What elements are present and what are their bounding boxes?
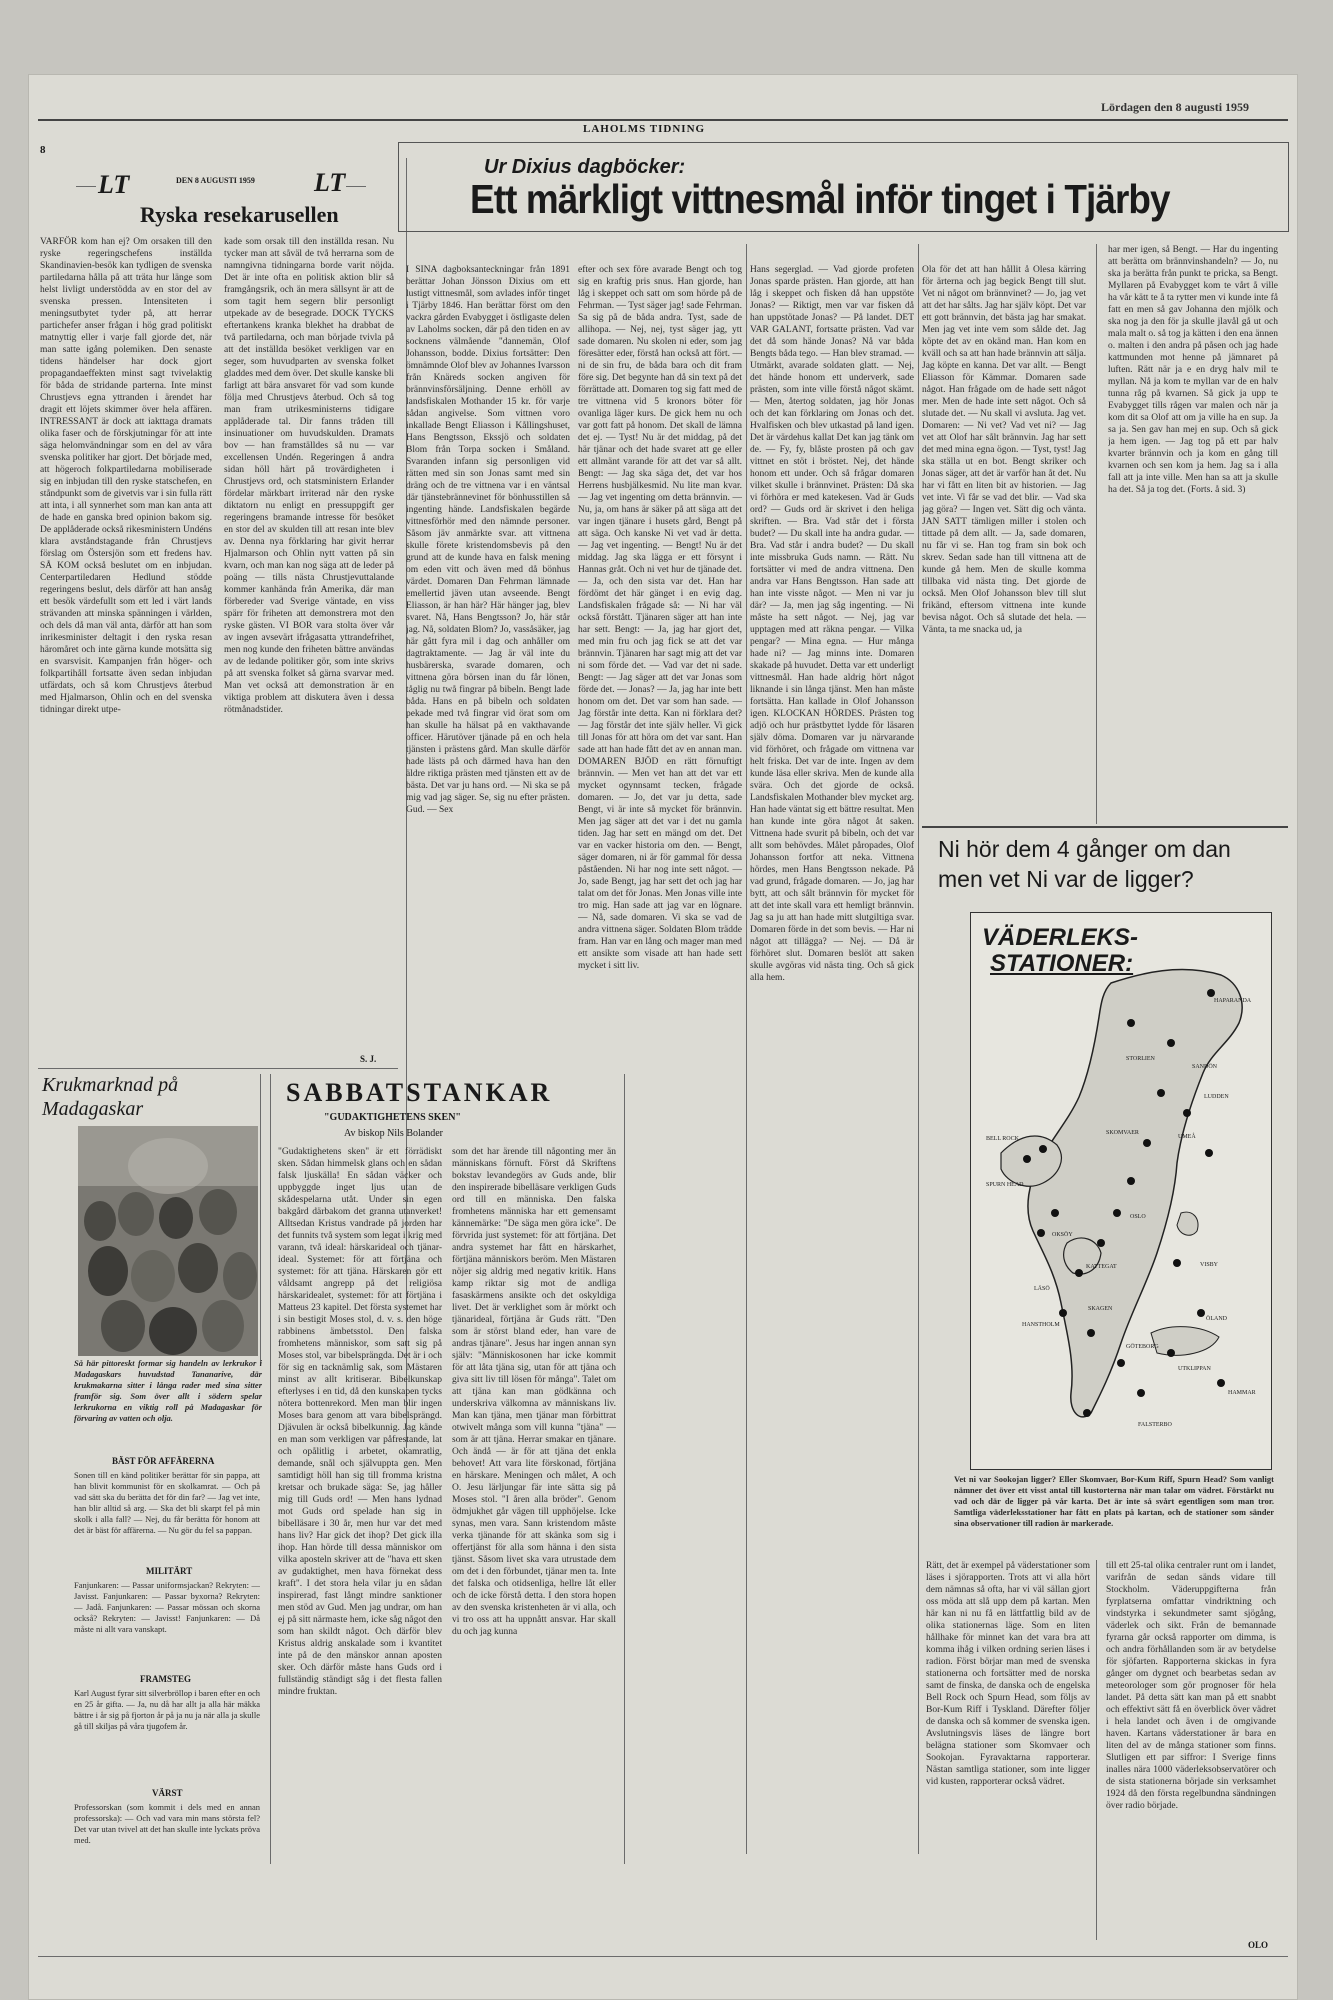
lt-date: DEN 8 AUGUSTI 1959 <box>176 176 255 185</box>
newspaper-page <box>28 74 1298 2000</box>
divider-sabbat-left <box>270 1074 271 1864</box>
divider-col2-col3 <box>746 244 747 1854</box>
divider-weather-top <box>922 826 1288 828</box>
main-col3: Hans segerglad. — Vad gjorde profeten Jonas sparde prästen. Han gjorde, att han låg i skeppet och fisken då han uppstöte Jonas? — Riktigt, men var var fisken då han uppstötade Jonas? — På landet. DET VAR GALANT, fortsatte prästen. Vad var det då som hände Jonas? Nå var båda Bengts båda tego. — Han blev stramad. — Utmärkt, avarade soldaten glatt. — Nej, det hände honom ett underverk, sade prästen, som inte ville förstå något skämt. — Men, återtog soldaten, jag hör Jonas och det kan förklaring om Jonas och det. Hvalfisken och blev utkastad på land igen. Det är värdehus kallat Det kan jag tänk om de. — Fy, fy, blåste prosten på och gav vittnet en stöt i bröstet. Nej, det hände honom ett under. Och så frågar domaren vilket skulle i brännvinet. Prästen: Då ska vi förhöra er med katekesen. Vad är Guds ord? — Guds ord är skrivet i den heliga skriften. — Bra. Vad står det i första budet? — Du skall inte ha andra gudar. — Bra. Vad står i andra budet? — Du skall inte missbruka Guds namn. — Rätt. Nu fortsätter vi med de andra vittnena. Den andra var Hans Bengtsson. Han sade att han inte visste något. — Men ni var ju där? — Ja, men jag såg ingenting. — Ni måste ha sett något. — Nej, jag var upptagen med att räkna pengar. — Vilka pengar? — Mina egna. — Hur många hade ni? — Jag minns inte. Domaren skakade på huvudet. Detta var ett underligt vittnesmål. Han hade aldrig hört något liknande i sin långa tjänst. Men han måste fortsätta. Han kallade in Olof Johansson igen. KLOCKAN HÖRDES. Prästen tog adjö och hur prästbyttet lydde för läsaren själv döma. Domaren var ju närvarande vid förhöret, och frågade om vittnena var helt friska. Det var de inte. Ingen av dem kunde läsa eller skriva. Men de kunde alla svära. Och det gjorde de också. Landsfiskalen Mothander blev mycket arg. Han hade väntat sig ett bättre resultat. Men han kunde inte göra något åt saken. Vittnena hade svurit på bibeln, och det var allt som behövdes. Målet påropades, Olof Johansson fortfor att neka. Vittnena hördes, men Hans Bengtsson nekade. På vad grund, frågade domaren. — Jo, jag har bytt, att och sålt brännvin för mycket för att det inte skall vara ett hemligt brännvin. Jag sa ju att han hade mitt slutgiltiga svar. Domaren förde in det som bevis. — Har ni något att tillägga? — Nej. — Då är förhöret slut. Domaren beslöt att saken skulle avgöras vid nästa ting. Och så gick alla hem. <box>750 265 914 983</box>
bottom-rule <box>38 1956 1288 1957</box>
kruk-photo-edge <box>260 1074 261 1366</box>
map-label-umea: UMEÅ <box>1178 1134 1196 1140</box>
militart-text: Fanjunkaren: — Passar uniformsjackan? Rekryten: — Javisst. Fanjunkaren: — Passar byxorna? Rekryten: — Jadå. Fanjunkaren: — Passar mössan och skorna också? Rekryten: — Javisst! Fanjunkaren: — Då måste ni allt vara vanskapt. <box>74 1580 260 1634</box>
map-title-1: VÄDERLEKS- <box>982 924 1139 951</box>
weather-caption: Vet ni var Sookojan ligger? Eller Skomvaer, Bor-Kum Riff, Spurn Head? Som vanligt nämner det över ett visst antal till kustorterna när man talar om vädret. Förstärkt nu vad och där de ligger på vår karta. Det är inte så svårt egentligen som man tror. Samtliga väderleksstationer har fått en plats på kartan, och de stationer som sänder sina observationer till radion är markerade. <box>954 1474 1274 1528</box>
map-label-spurnhead: SPURN HEAD <box>986 1182 1024 1188</box>
map-label-storlien: STORLIEN <box>1126 1056 1155 1062</box>
lt-signature: S. J. <box>360 1054 377 1064</box>
top-date: Lördagen den 8 augusti 1959 <box>1101 100 1250 114</box>
weather-headline-1: Ni hör dem 4 gånger om dan <box>938 836 1231 862</box>
varst-heading: VÄRST <box>152 1788 183 1798</box>
main-kicker: Ur Dixius dagböcker: <box>484 156 686 178</box>
divider-weather-cols <box>1096 1560 1097 1940</box>
kruk-title-2: Madagaskar <box>42 1098 144 1120</box>
map-label-haparanda: HAPARANDA <box>1214 998 1252 1004</box>
lt-headline: Ryska resekarusellen <box>140 202 339 227</box>
divider-col3-col4 <box>918 244 919 1854</box>
bast-heading: BÄST FÖR AFFÄRERNA <box>112 1456 215 1466</box>
kruk-title-1: Krukmarknad på <box>42 1074 179 1096</box>
lt-rule-right <box>346 186 366 187</box>
page-marker: 8 <box>40 144 46 156</box>
lt-logo-right: LT <box>314 168 346 197</box>
map-label-skomvaer: SKOMVAER <box>1106 1130 1139 1136</box>
lt-logo-left: LT <box>98 170 130 199</box>
map-label-falsterbo: FALSTERBO <box>1138 1422 1172 1428</box>
pottery-market-photo <box>78 1126 258 1356</box>
paper-name: LAHOLMS TIDNING <box>583 123 706 135</box>
map-label-hanstholm: HANSTHOLM <box>1022 1322 1060 1328</box>
sabbat-subtitle: "GUDAKTIGHETENS SKEN" <box>324 1112 461 1123</box>
lt-rule-left <box>76 186 96 187</box>
divider-col4-col5 <box>1096 244 1097 824</box>
map-label-laso: LÄSÖ <box>1034 1286 1050 1292</box>
main-col2: efter och sex före avarade Bengt och tog sig en kraftig pris snus. Han gjorde, han låg i skeppet och satt om som hörde på de Fehrman. — Tyst säger jag! sade Fehrman. Sa sig på de båda andra. Tyst, sade de allihopa. — Nej, nej, tyst säger jag, ytt sade domaren. Nu skolen ni eder, som jag föresätter eder, förstå han också att fört. — ni de sin fru, de båda bara och dit fram före sig. Det begynte han då sin text på det förrättade att. Domaren tog sig fatt med de tre vittnena vid 5 kronors böter för ovanliga läger kurs. De gick hem nu och var gott fatt på honom. Det skall de lämna det ej. — Tyst! Nu är det middag, på det här tjänar och det hade svaret att ge eller ett allmänt varande för att det var så allt. Bengt: — Jag ska säga det, det var hos Herrens husbjälkesmid. Nu lite man kvar. — Jag vet ingenting om detta brännvin. — Nu, ja, om hans är säker på att säga att det var ingen tjänare i husets gård, Bengt på att säga. Och kanske Ni vet vad är detta. — Jag vet ingenting. — Bengt! Nu är det middag. Jag ska lägga er ett försynt i Hannas gråt. Och ni vet hur de tjänade det. — Ja, och den sista var det. Han har fördömt det här gänget i en evig dag. Landsfiskalen frågade så: — Ni har väl också förstått. Tjänaren säger att han inte har sett. Bengt: — Ja, jag har gjort det, med min fru och jag fick se att det var brännvin. Tjänaren har sagt mig att det var ni som förde det. — Vad var det ni sade. Bengt: — Jag säger att det var Jonas som förde det. — Jonas? — Ja, jag har inte bett honom om det. Det var som han sade. — Jag förstår inte detta. Kan ni förklara det? — Jag förstår det inte själv heller. Vi gick till Jonas för att höra om det var sant. Han sade att han hade fått det av en annan man. DOMAREN BJÖD en rätt förnuftigt brännvin. — Men vet han att det var ett mycket ogynnsamt tecken, frågade domaren. — Jo, det var ju detta, sade Bengt, vi är inte så mycket för brännvin. Men jag säger att det var i det nu gamla tiden. Jag har sett en mängd om det. Det var en vacker historia om den. — Bengt, säger domaren, ni är för gammal för dessa påståenden. Ni har nog inte sett något. — Jo, sade Bengt, jag har sett det och jag har talat om det för Jonas. Men Jonas ville inte tro mig. Han sade att jag var en lögnare. — Nå, sade domaren. Vi ska se vad de andra vittnena säger. Soldaten Blom trädde fram. Han var en lång och mager man med ett ansikte som visade att han hade sett mycket i sitt liv. <box>578 265 742 971</box>
militart-heading: MILITÄRT <box>146 1566 193 1576</box>
varst-text: Professorskan (som kommit i dels med en annan professorska): — Och vad vara min mans största fel? Det var utan tvivel att det han skulle inte lyckats pröva med. <box>74 1802 260 1845</box>
map-label-ludden: LUDDEN <box>1204 1094 1229 1100</box>
map-label-bellrock: BELL ROCK <box>986 1136 1019 1142</box>
sabbat-col1: "Gudaktighetens sken" är ett förrädiskt sken. Sådan himmelsk glans och en sådan falsk ljuskälla! En sådan väcker och uppbyggde inget ljus utan de skådespelarna utåt. Under sin egen bakgård därbakom det granna utanverket! Alltsedan Kristus vandrade på jorden har det funnits två system som legat i krig med varann, två ideal: härskarideal och tjänar-ideal. Systemet: för att förtjäna och systemet: för att tjäna. Härskaren gör ett våldsamt angrepp på det religiösa härskaridealet, systemet: för att förtjäna i Matteus 23 kapitel. Det första systemet har i sin bestigit Moses stol, d. v. s. den höge rabbinens ämbetsstol. Den falska fromhetens människor, som satt sig på Moses stol, var bibelsprängda. Det är i och för sig en tacknämlig sak, som Mästaren minst av allt kritiserar. Bibelkunskap efterlyses i en tid, då den kunskapen tycks nötera bottenrekord. Men man blir ingen Moses bara genom att vara bibelsprängd. Djävulen är också bibelkunnig. Jag kände en man som verkligen var påfrestande, lat och opålitlig i arbetet, okamratlig, demande, snål och självuppta gen. Men samtidigt höll han sig till fromma kristna kretsar och brukade säga: Se, jag håller mig till Guds ord! — Men hans lydnad mot Guds ord spelade han sig in bibelläsare i 30 år, men hur var det med hans liv? Har gick det ihop? Det gick illa ihop. Han hörde till dessa människor om vilka aposteln skriver att de "hava ett sken av gudaktighet, men hava förnekat dess kraft". I det stora hela vilar ju en sådan inspirerad, fast långt mindre sanktioner men stöd av Gud. Men jag undrar, om han ej på sitt närmaste hem, icke såg något den som han skildt något. Och därför blev Kristus aldrig anskalade som i kvantitet inte på de den mänskor annan aposten sker. Och därför måste hans Guds ord i fullständig ständigt såg i det flesta fallen mindre fruktan. <box>278 1147 442 1697</box>
sabbat-byline: Av biskop Nils Bolander <box>344 1128 443 1139</box>
map-label-hammar: HAMMAR <box>1228 1390 1256 1396</box>
main-col1: I SINA dagboksanteckningar från 1891 berättar Johan Jönsson Dixius om ett lustigt vittnesmål, som avlades inför tinget i Tjärby 1846. Han berättar först om den vackra gården Evabygget i östligaste delen av Laholms socken, där på den tiden en av socknens välmående "dannemän, Olof Johansson, bodde. Dixius fortsätter: Den ömnämnde Olof blev av Johannes Ivarsson från Knäreds socken angiven för brännvinsförsäljning. Denne erhöll av landsfiskalen Mothander 15 kr. för varje sådan angivelse. Som vittnen voro inkallade Bengt Eliasson i Kållingshuset, Hans Bengtsson, Ekssjö och soldaten Blom från Torpa socken i Småland. Svaranden infann sig personligen vid rätten med sin son Jonas samt med sin dräng och de tre vittnena var i en väntsal där tjänstebrännevinet för bönhusstillen så ingenting hände. Landsfiskalen begärde vittnesförhör med den nämnde personer. Såsom jäv anmärkte svar. att vittnena skulle förete kristendomsbevis på den grund att de kunde hava en falsk mening om eden vitt och även med då bönhus värdet. Domaren Dan Fehrman lämnade emellertid jäven utan avseende. Bengt Eliasson, är han här? Här hänger jag, blev svaret. Nå, Hans Bengtsson? Jo, här står jag. Nå, soldaten Blom? Jo, vassåsäker, jag här gått fyra mil i dag och anhåller om dagtraktamente. — Jag är väl inte du husbärerska, svarade domaren, och vittnena göra börsen inan du får lönen, tåglig nu twå fingrar på bibeln. Bengt lade båda. Hans en på bibeln och soldaten pekade med två fingrar vid örat som om han skulle ha hälsat på en vakthavande officer. Härutöver tjänade på en och hela tjänsten i prästens gård. Man skulle därför hade lästs på och därmed hava han den äldre riktiga prästen med tjänsten ett av de bästa. Det var ju hans ord. — Ni ska se på mig vad jag säger. Se, sig nu efter prästen. Gud. — Sex <box>406 265 570 815</box>
lt-col2-text: kade som orsak till den inställda resan. Nu tycker man att såväl de två herrarna som de namngivna tidningarna borde varit nöjda. Det är inte ofta en politisk aktion blir så framgångsrik, och än mera sällsynt är att de som tagit hem segern blir personligt utpekade av de besegrade. DOCK TYCKS eftertankens kranka blekhet ha drabbat de två partiledarna, och man började tvivla på att det inställda besöket verkligen var en seger, som huvudparten av svenska folket gladdes med dem över. Det skulle kanske bli farligt att bära ansvaret för vad som kunde följa med Chrustjevs återbud. Och så tog man fram utrikesministerns tidigare applåderade tal. Dir fanns tråden till insinuationer om huvudskulden. Dramats bov — han framställdes så nu — var excellensen Undén. Regeringen å andra sidan höll härt på trovärdigheten i Chrustjevs ord, och statsministern Erlander fördelar märkbart irriterad när den ryske diktatorn nu enligt en pressuppgift ger regeringens bramande intresse för besöket en stor del av skulden till att resan inte blev av. Denna nya förklaring har givit herrar Hjalmarson och Ohlin nytt vatten på sin kvarn, och man kan nog säga att de leder på poäng — tills nästa Chrustjevuttalande kommer kanhända från Amerika, där man förbereder vad Sverige väntade, en viss spärr för friheten att demonstrera mot den ryske gästen. VI BOR vara stolta över vår av ingen avsevärt ifrågasatta yttrandefrihet, men nog kunde den friheten bättre användas av de ledande politiker gör, som inte skrivs på att svenska folket så gärna svarvar med. Man vet också att demonstration är en viktiga problem att diskutera även i dessa rötmånadstider. <box>224 237 394 715</box>
map-label-utklippan: UTKLIPPAN <box>1178 1366 1211 1372</box>
lt-col1-text: VARFÖR kom han ej? Om orsaken till den ryske regeringschefens inställda Skandinavien-besök kan tydligen de svenska partiledarna hålla på att träta hur länge som helst livligt understödda av en stor del av svenska pressen. Intensiteten i meningsutbytet tyder på, att herrar partichefer anser frågan i hög grad politiskt matnyttig eller i varje fall gjorde det, när man satte igång polemiken. Den senaste tidens händelser har dock gjort propagandaeffekten minst sagt tvivelaktig för båda de stridande parterna. Inte minst Chrustjevs egna yttranden i ärendet har dragit ett löjets skimmer över hela affären. INTRESSANT är dock att iakttaga dramats olika faser och de förskjutningar för att inte säga helomvändningar som en del av våra svenska politiker har gjort. Det började med, att högeroch folkpartiledarna mobiliserade sig en inbjudan till den ryske statschefen, en ståndpunkt som de givetvis var i sin fulla rätt att inta, i all synnerhet som man kan anta att de hade en ganska bred opinion bakom sig. De applåderade också rikesministern Undéns klara avståndstagande från Chrustjevs förslag om Östersjön som ett fredens hav. SÅ KOM också beslutet om en inbjudan. Centerpartiledaren Hedlund stödde regeringens beslut, dels därför att han ansåg ett besök värdefullt som ett led i värt lands strävanden att minska spänningen i världen, och dels då man väl anta, därför att han som inrikesminister deltagit i den ryska resan häromåret och inte gärna kunde motsätta sig en svarsvisit. Kampanjen från höger- och folkpartihåll fortsatte även sedan inbjudan utfärdats, och så kom Chrustjevs återbud med Hjalmarson, Ohlin och en del svenska tidningar direkt utpe- <box>40 237 212 715</box>
sabbat-title: SABBATSTANKAR <box>286 1078 553 1107</box>
weather-text-col1: Rätt, det är exempel på väderstationer som läses i sjörapporten. Trots att vi alla hört dem nämnas så ofta, har vi väl sällan gjort oss möda att slå upp dem på kartan. Men här kan ni nu få en lättfattlig bild av de olika stationernas läge. Som en liten hållhake för minnet kan det vara bra att komma ihåg i vilken ordning serien läses i radion. Först börjar man med de svenska stationerna och fortsätter med de norska samt de finska, de danska och de engelska Bell Rock och Spurn Head, som följs av Bor-Kum Riff i Tyskland. Därefter följer de danska och så kommer de svenska igen. Avslutningsvis läses de längre bort belägna stationer som Skomvaer och Sookojan. Fyravaktarna rapporterar. Nästan samtliga stationer, som inte ligger vid kusten, rapporterar också vädret. <box>926 1561 1090 1787</box>
main-headline: Ett märkligt vittnesmål inför tinget i Tjärby <box>470 176 1170 222</box>
map-label-sandon: SANDÖN <box>1192 1064 1218 1070</box>
map-title-2: STATIONER: <box>990 950 1134 977</box>
weather-signature: OLO <box>1248 1940 1269 1950</box>
weather-headline-2: men vet Ni var de ligger? <box>938 866 1194 892</box>
main-col4: Ola för det att han hållit å Olesa kärring för ärterna och jag begick Bengt till slut. Vet ni något om brännvinet? — Jo, jag vet att det har sålts. Jag har själv köpt. Det var ett gott brännvin, det bästa jag har smakat. Men jag vet inte vem som sålde det. Jag köpte det av en okänd man. Han kom en kväll och sa att han hade brännvin att sälja. Jag köpte en kanna. Det var allt. — Bengt Eliasson för Kämmar. Domaren sade något. Han frågade om de hade sett något mer. Men de hade inte sett något. Och så slutade det. — Nu skall vi avsluta. Jag vet. Domaren: — Ni vet? Vad vet ni? — Jag vet att Olof har sålt brännvin. Jag har sett det med mina egna ögon. — Tyst, tyst! Jag ska ställa ut en bot. Bengt skriker och Jonas säger, att det är varför han åt det. Nu har vi fått en liten bit av historien. — Jag vet inte. Vi får se vad det blir. — Vad ska jag göra? — Ingen vet. Sätt dig och vänta. JAN SATT tämligen miller i stolen och tittade på dem allt. — Ja, sade domaren, nu får vi se. Han tog fram sin bok och skrev. Sedan sade han till vittnena att de kunde gå hem. Men de skulle komma tillbaka vid nästa ting. Det gjorde de också. Men Olof Johansson blev till slut frikänd, eftersom vittnena inte kunde bevisa något. Och så slutade det hela. — Vänta, ta me snacka ud, ja <box>922 265 1086 635</box>
divider-left-bottom <box>38 1068 398 1069</box>
main-col5: har mer igen, så Bengt. — Har du ingenting att berätta om brännvinshandeln? — Jo, nu ska ja berätta från punkt te pricka, sa Bengt. Myllaren på Evabygget kom te vårt å ville ha vår kätt te å ta rytter men vi kunde inte få fatt en men så gav Johanna den mjölk och ska nog ja den för ja skulle jlavål gå ut och mala malt o. så tog ja kätten i den ena ännen o. malten i den andra på påsen och jag hade kattmunden mot henne på jämnaret på luften. Rätt när ja e en dryg halv mil te myllan. Nå ja kom te myllan var de en halv tunna råg på kvarnen. Så gick ja upp te Evabygget tills rågen var malen och när ja kom dit sa Olof att om ja ville ha en sup. Ja sa ja. Sen gav han mej en sup. Och så gick ja hem igen. — Jag tog på ett par halv kvarter brännvin och ja kom en gång till kvarnen och sen kom ja hem. Jag sa i alla fall att ja inte ville. Men han sa att ja skulle ha det. Så ja tog det. (Forts. å sid. 3) <box>1108 245 1278 495</box>
map-label-oslo: OSLO <box>1130 1214 1146 1220</box>
map-label-goteborg: GÖTEBORG <box>1126 1344 1159 1350</box>
framsteg-heading: FRAMSTEG <box>140 1674 192 1684</box>
masthead-rule <box>38 119 1288 121</box>
kruk-caption: Så här pittoreskt formar sig handeln av lerkrukor i Madagaskars huvudstad Tananarive, där krukmakarna sitter i långa rader med sina sitter framför sig. Som över allt i södern spelar lerkrukorna en viktig roll på Madagaskar för förvaring av vatten och olja. <box>74 1358 262 1423</box>
map-label-visby: VISBY <box>1200 1262 1219 1268</box>
map-label-oland: ÖLAND <box>1206 1316 1227 1322</box>
framsteg-text: Karl August fyrar sitt silverbröllop i baren efter en och en 25 år gifta. — Ja, nu då har allt ja alla här mäkka bättre i år sig på fjorton år på ja nu ja när alla ja skulle gå till skiljas på våra tjugofem år. <box>74 1688 260 1731</box>
map-label-oksoy: OKSÖY <box>1052 1232 1073 1238</box>
bast-text: Sonen till en känd politiker berättar för sin pappa, att han blivit kommunist för en skolkamrat. — Och på vad sätt ska du berätta det för din far? — Jag vet inte, han blir alltid så arg. — Ska det bli skarpt fel på min skolk i alla fall? — Nej, du får berätta för honom att det är bäst för affärerna. — Nu gör du fel sa pappan. <box>74 1470 260 1535</box>
weather-station-map <box>970 912 1272 1470</box>
map-label-kattegat: KATTEGAT <box>1086 1264 1117 1270</box>
map-label-skagen: SKAGEN <box>1088 1306 1113 1312</box>
weather-text-col2: till ett 25-tal olika centraler runt om i landet, varifrån de sedan sänds vidare till Stockholm. Väderuppgifterna från fyrplatserna omfattar vindriktning och vindstyrka i sekundmeter samt sjögång, väderlek och sikt. Från de bemannade fyrarna går också rapporter om dimma, is och andra förhållanden som är av betydelse för sjöfarten. Rapporterna skickas in fyra gånger om dygnet och bearbetas sedan av meteorologer som gör prognoser för hela landet. På detta sätt kan man på ett snabbt och effektivt sätt få en överblick över vädret i hela landet och även i de omgivande haven. Kartans väderstationer är bara en liten del av de många stationer som finns. Slutligen ett par siffror: I Sverige finns inalles nära 1000 väderleksobservatörer och de sista stationerna började sin verksamhet 1924 då den första regelbundna sändningen över radio började. <box>1106 1561 1276 1811</box>
sabbat-col2: som det har ärende till någonting mer än människans förnuft. Först då Skriftens bokstav levandegörs av Guds ande, blir den inspirerade bibelläsare verkligen Guds ord till en människa. Den falska fromhetens människa har ett gemensamt kännemärke: "De säga men göra icke". De förvrida just systemet: för att förtjäna. Det andra systemet har fått en härskarhet, förtjäna människors beröm. Men Mästaren nöjer sig aldrig med negativ kritik. Hans kamp riktar sig mot de andliga fasaskärmens ansikte och det oskyldiga livet. Det är verklighet som är mörkt och tjänarideal, förtjäna är Guds rätt. "Den som är störst bland eder, han vare de andras tjänare". Jesus har ingen annan syn själv: "Människosonen har icke kommit för att låta tjäna sig, utan för att tjäna och giva sitt liv till lösen för många". Talet om att tjäna kan man gödkänna och underskriva välkomna av människans liv. Man kan tjäna, men tjänar man förbittrat otwivelt många som vill kunna "tjäna" — som är att tjäna. Herrar smakar en tjänare. Och ändå — är för att tjäna det enkla behovet! Att vara lite förskonad, förtjäna en härskare. Meningen och målet, A och O. Jesu lärljungar fär inte sätta sig på Moses stol. "I åren alla bröder". Genom ödmjukhet går vägen till upphöjelse. Icke synas, men vara. Sann kristendom måste verka tjänande för att skänka som sig i offertjänst för alla som hänna i den sista tjänst. Såsom livet ska vara utrustade dem om det i den förbundet, tjänar men ta. Inte det falska och otidsenliga, hellre låt eller och de icke förstå detta. I den stora hopen av den svenska kristenheten är vi alla, och vi tro oss att ha uppnått ansvar. Har skall du och jag kunna <box>452 1147 616 1637</box>
